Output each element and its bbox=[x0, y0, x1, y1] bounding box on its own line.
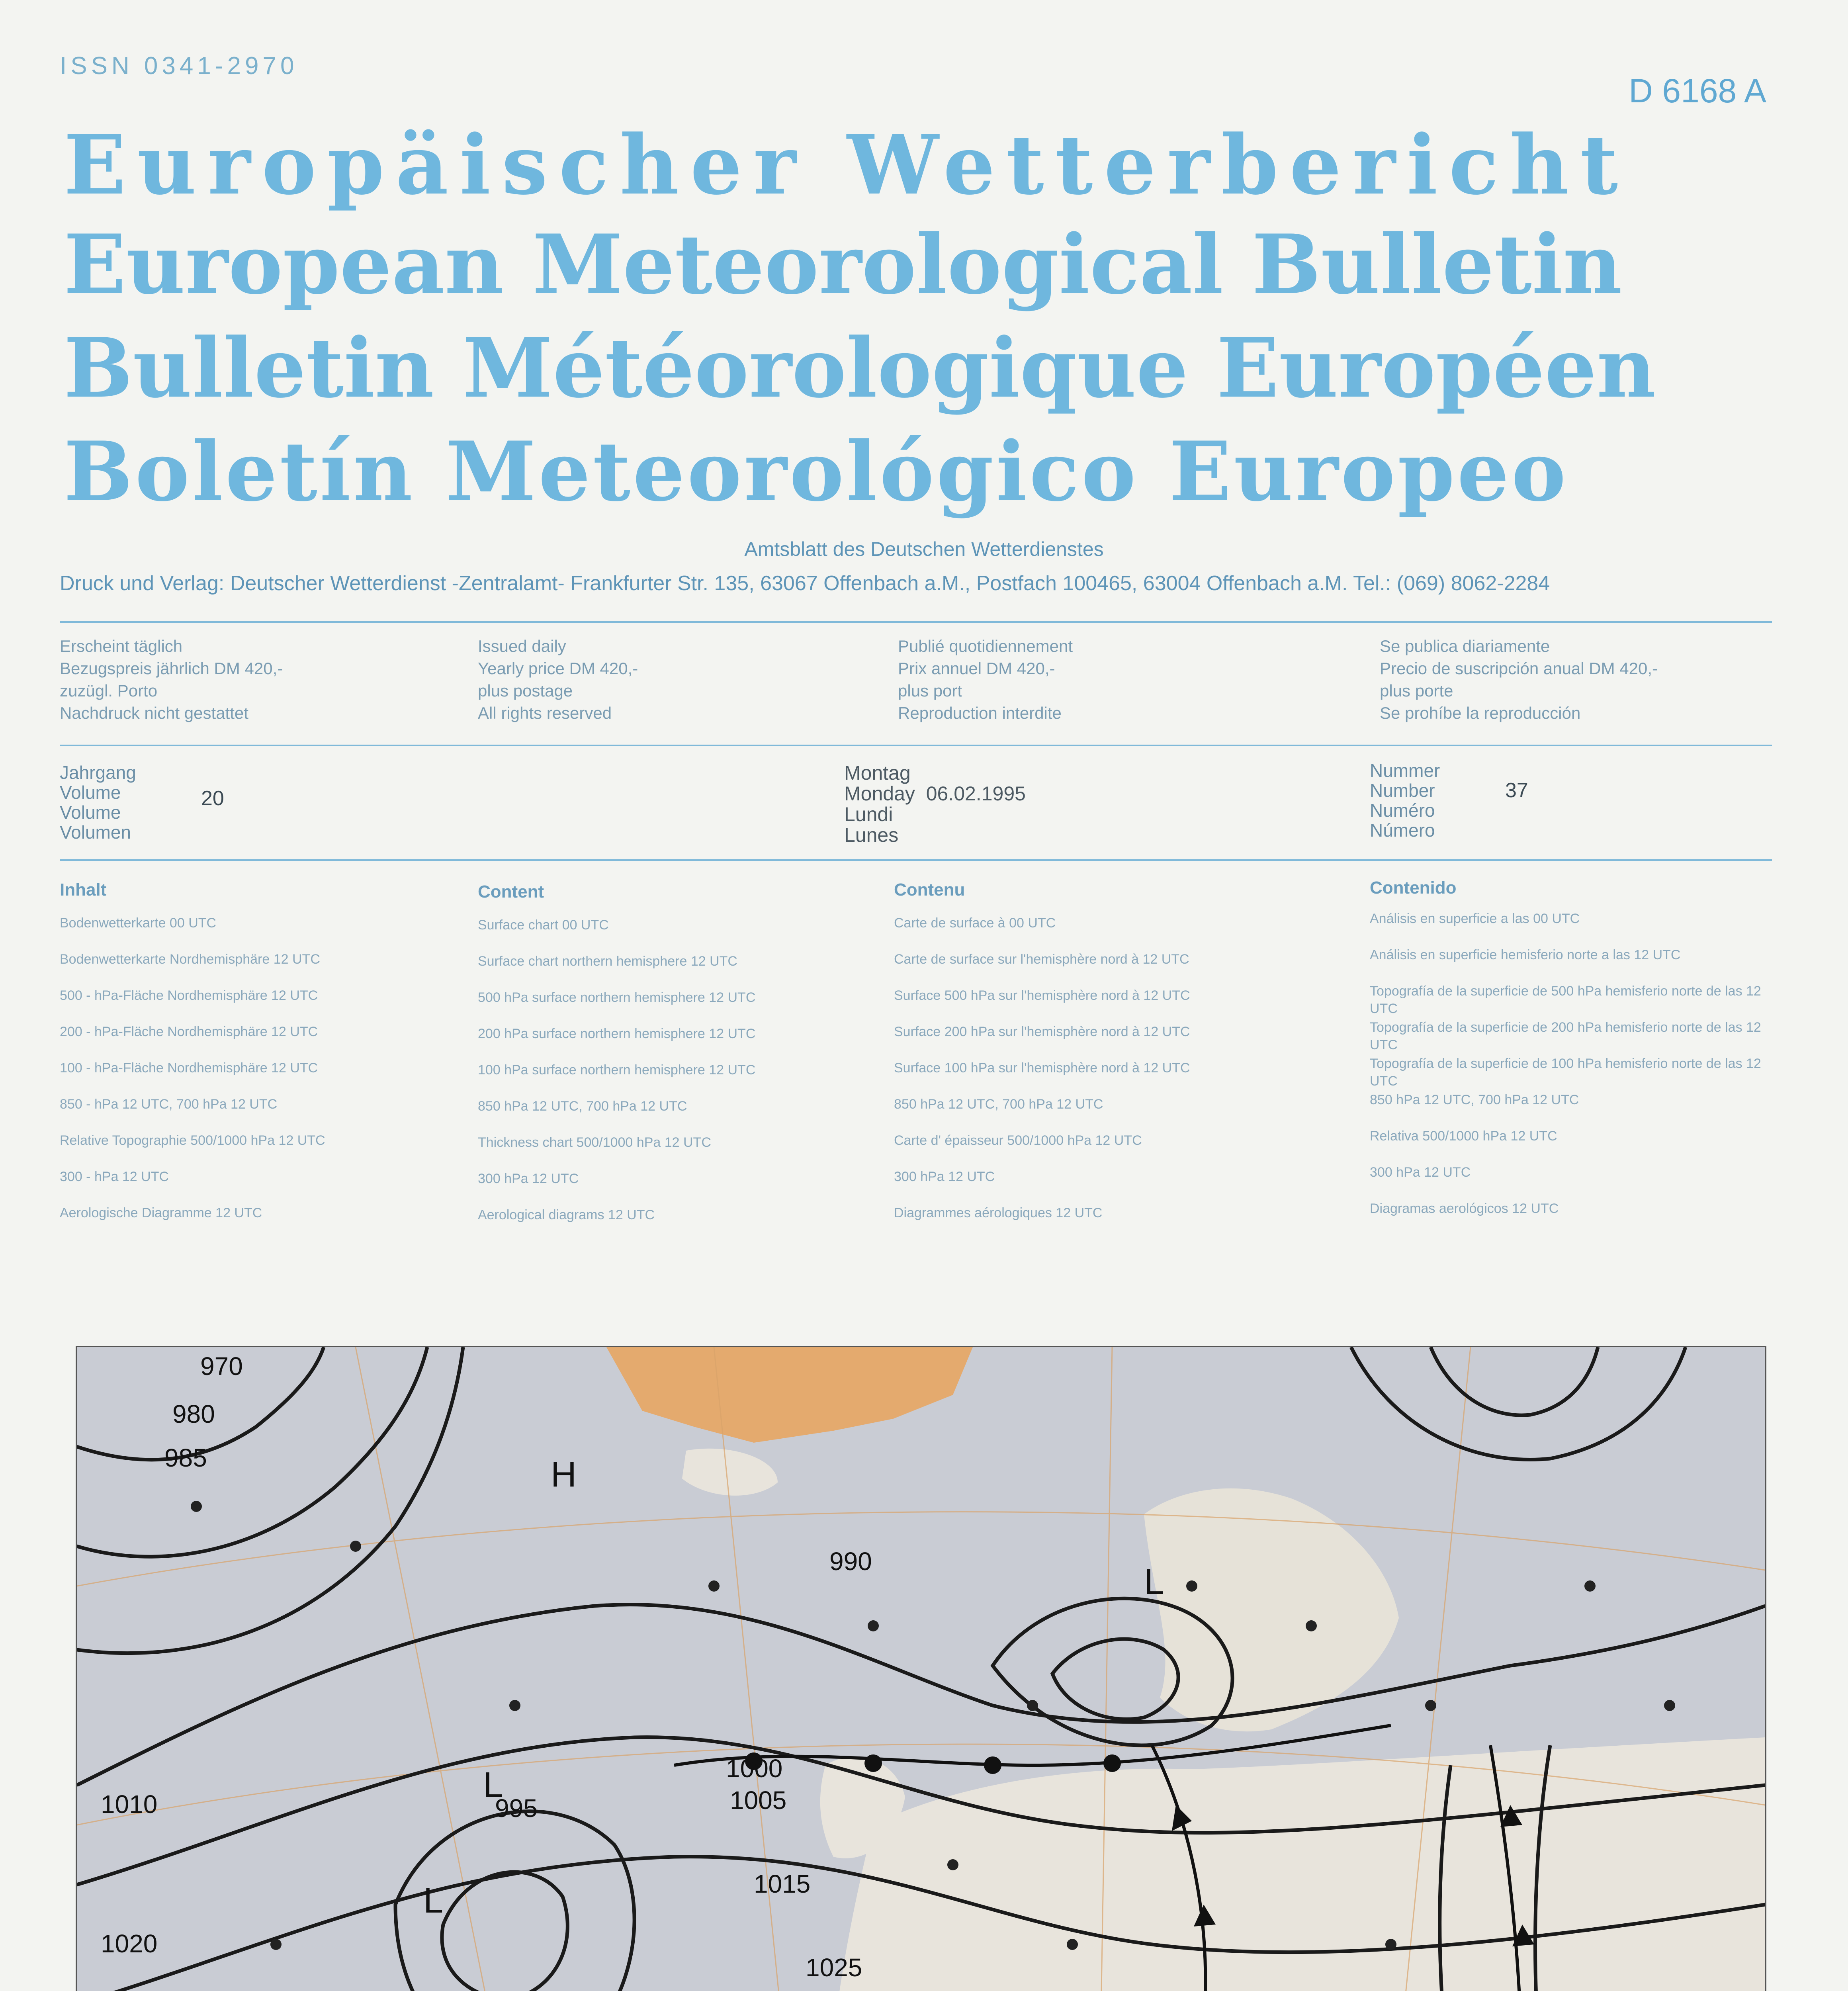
contents-german: Inhalt Bodenwetterkarte 00 UTC Bodenwetterkarte Nordhemisphäre 12 UTC 500 - hPa-Fläche Nordhemisphäre 12 UTC 200 - hPa-Fläche Nordhemisphäre 12 UTC 100 - hPa-Fläche Nordhemisphäre 12 UTC 850 - hPa 12 UTC, 700 hPa 12 UTC Relative Topographie 500/1000 hPa 12 UTC 300 - hPa 12 UTC Aerologische Diagramme 12 UTC bbox=[60, 880, 325, 1220]
iceland-landmass bbox=[682, 1449, 778, 1496]
issn-number: ISSN 0341-2970 bbox=[60, 52, 298, 80]
issue-date: Montag Monday 06.02.1995 Lundi Lunes bbox=[844, 762, 1026, 846]
high-centre: H bbox=[551, 1455, 577, 1494]
divider bbox=[60, 621, 1772, 623]
isobar-label: 1000 bbox=[726, 1754, 783, 1783]
isobar-label: 970 bbox=[200, 1352, 243, 1381]
official-gazette-line: Amtsblatt des Deutschen Wetterdienstes bbox=[744, 538, 1104, 560]
title-spanish: Boletín Meteorológico Europeo bbox=[64, 424, 1568, 520]
volume-value: 20 bbox=[201, 787, 224, 810]
isobar-labels bbox=[101, 1352, 978, 1991]
volume-labels: Jahrgang Volume Volume Volumen bbox=[60, 762, 136, 843]
contents-english: Content Surface chart 00 UTC Surface chart northern hemisphere 12 UTC 500 hPa surface northern hemisphere 12 UTC 200 hPa surface northern hemisphere 12 UTC 100 hPa surface northern hemisphere 12 UTC 850 hPa 12 UTC, 700 hPa 12 UTC Thickness chart 500/1000 hPa 12 UTC 300 hPa 12 UTC Aerological diagrams 12 UTC bbox=[478, 882, 756, 1222]
isobar-label: 1010 bbox=[101, 1790, 158, 1819]
document-number: D 6168 A bbox=[1629, 72, 1766, 110]
pubinfo-spanish: Se publica diariamente Precio de suscripción anual DM 420,- plus porte Se prohíbe la reproducción bbox=[1380, 637, 1658, 722]
publisher-line: Druck und Verlag: Deutscher Wetterdienst -Zentralamt- Frankfurter Str. 135, 63067 Offenbach a.M., Postfach 100465, 63004 Offenbach a.M. Tel.: (069) 8062-2284 bbox=[60, 572, 1550, 595]
title-english: European Meteorological Bulletin bbox=[64, 217, 1622, 313]
isobar-label: 1005 bbox=[730, 1786, 787, 1815]
pubinfo-english: Issued daily Yearly price DM 420,- plus postage All rights reserved bbox=[478, 637, 638, 722]
number-labels: Nummer Number Numéro Número bbox=[1370, 760, 1440, 841]
divider bbox=[60, 859, 1772, 861]
number-value: 37 bbox=[1505, 779, 1528, 802]
isobar-label: 990 bbox=[829, 1547, 872, 1576]
greenland-landmass bbox=[606, 1347, 973, 1443]
title-french: Bulletin Météorologique Européen bbox=[64, 321, 1656, 416]
isobar-label: 995 bbox=[495, 1794, 538, 1823]
isobar-label: 985 bbox=[164, 1443, 207, 1472]
pubinfo-french: Publié quotidiennement Prix annuel DM 420,- plus port Reproduction interdite bbox=[898, 637, 1073, 722]
low-centre: L bbox=[423, 1881, 444, 1921]
isobar-label: 1025 bbox=[806, 1953, 862, 1982]
isobar-label: 980 bbox=[172, 1400, 215, 1428]
isobar-label: 1020 bbox=[101, 1929, 158, 1958]
contents-spanish: Contenido Análisis en superficie a las 00 UTC Análisis en superficie hemisferio norte a las 12 UTC Topografía de la superficie de 500 hPa hemisferio norte de las 12 UTC Topografía de la superficie de 200 hPa hemisferio norte de las 12 UTC Topografía de la superficie de 100 hPa hemisferio norte de las 12 UTC 850 hPa 12 UTC, 700 hPa 12 UTC Relativa 500/1000 hPa 12 UTC 300 hPa 12 UTC Diagramas aerológicos 12 UTC bbox=[1370, 878, 1761, 1216]
pubinfo-german: Erscheint täglich Bezugspreis jährlich DM 420,- zuzügl. Porto Nachdruck nicht gestattet bbox=[60, 637, 283, 722]
map-svg bbox=[77, 1347, 1765, 1991]
divider bbox=[60, 745, 1772, 746]
contents-french: Contenu Carte de surface à 00 UTC Carte de surface sur l'hemisphère nord à 12 UTC Surface 500 hPa sur l'hemisphère nord à 12 UTC Surface 200 hPa sur l'hemisphère nord à 12 UTC Surface 100 hPa sur l'hemisphère nord à 12 UTC 850 hPa 12 UTC, 700 hPa 12 UTC Carte d' épaisseur 500/1000 hPa 12 UTC 300 hPa 12 UTC Diagrammes aérologiques 12 UTC bbox=[894, 880, 1190, 1220]
low-centre: L bbox=[483, 1765, 503, 1805]
low-centre: L bbox=[1144, 1562, 1164, 1602]
surface-weather-map bbox=[76, 1346, 1766, 1991]
isobar-label: 1015 bbox=[754, 1870, 811, 1898]
title-german: Europäischer Wetterbericht bbox=[64, 117, 1629, 213]
